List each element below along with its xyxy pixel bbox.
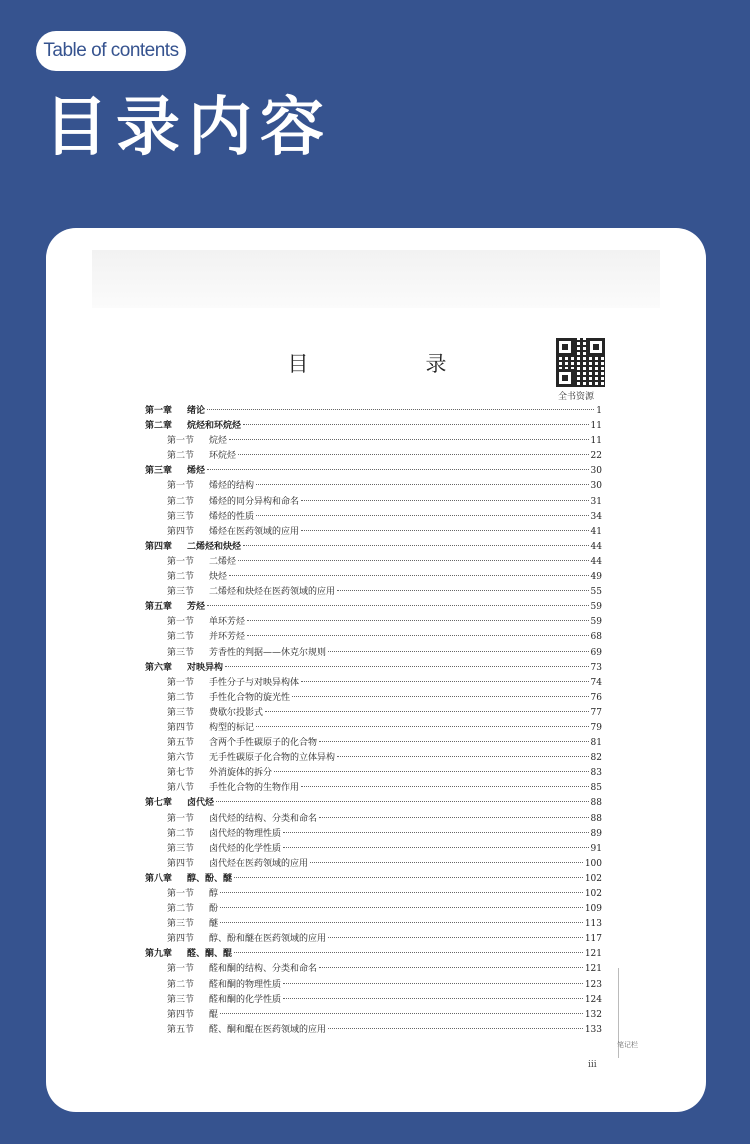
toc-leader-dots [292,696,589,697]
toc-heading: 目 录 [287,352,495,376]
toc-entry-number: 第四节 [167,1009,195,1020]
toc-entry-page: 30 [590,481,602,492]
toc-entry-number: 第二节 [167,692,195,703]
toc-entry-page: 1 [596,406,602,416]
toc-entry-title: 醛和酮的物理性质 [209,979,282,990]
toc-entry-number: 第二节 [167,451,195,462]
toc-entry-page: 69 [590,647,602,658]
toc-section-row [145,706,602,721]
toc-leader-dots [243,545,589,546]
toc-leader-dots [247,620,589,621]
toc-entry-page: 102 [584,873,602,884]
toc-chapter-row [145,404,602,419]
toc-entry-title: 卤代烃的结构、分类和命名 [209,813,318,824]
toc-entry-number: 第一节 [167,813,195,824]
toc-entry-page: 88 [590,813,602,824]
toc-leader-dots [337,590,589,591]
toc-entry-number: 第五节 [167,1024,195,1035]
toc-entry-number: 第八章 [145,873,173,884]
toc-entry-title: 卤代烃 [187,798,215,809]
toc-entry-title: 烷烃 [209,436,228,447]
toc-entry-page: 88 [590,798,602,809]
toc-chapter-row [145,600,602,615]
toc-entry-number: 第四节 [167,526,195,537]
toc-entry-number: 第二节 [167,496,195,507]
toc-section-row [145,781,602,796]
toc-leader-dots [220,922,583,923]
toc-entry-number: 第四章 [145,541,173,552]
toc-entry-number: 第二节 [167,572,195,583]
toc-entry-page: 49 [590,572,602,583]
toc-chapter-row [145,661,602,676]
toc-entry-page: 74 [590,677,602,688]
toc-entry-number: 第四节 [167,722,195,733]
toc-leader-dots [310,862,583,863]
toc-leader-dots [328,1028,583,1029]
toc-leader-dots [238,454,589,455]
toc-leader-dots [337,756,589,757]
toc-entry-number: 第五章 [145,602,173,613]
toc-entry-page: 59 [590,602,602,613]
toc-entry-number: 第三节 [167,843,195,854]
toc-section-row [145,676,602,691]
toc-entry-page: 133 [584,1024,602,1035]
toc-leader-dots [301,681,589,682]
toc-leader-dots [229,439,589,440]
toc-entry-title: 费歇尔投影式 [209,707,264,718]
toc-entry-page: 124 [584,994,602,1005]
toc-entry-page: 11 [590,421,602,432]
toc-section-row [145,1008,602,1023]
toc-section-row [145,449,602,464]
toc-entry-title: 构型的标记 [209,722,255,733]
toc-entry-page: 55 [590,587,602,598]
toc-entry-number: 第一节 [167,481,195,492]
toc-leader-dots [256,515,589,516]
toc-entry-number: 第一节 [167,556,195,567]
toc-leader-dots [283,983,583,984]
toc-entry-title: 烯烃 [187,466,206,477]
toc-entry-page: 11 [590,436,602,447]
toc-entry-title: 醚 [209,919,219,930]
toc-leader-dots [328,651,589,652]
toc-leader-dots [220,907,583,908]
toc-section-row [145,479,602,494]
toc-leader-dots [274,771,589,772]
toc-leader-dots [256,726,589,727]
toc-entry-title: 卤代烃的物理性质 [209,828,282,839]
toc-entry-page: 79 [590,722,602,733]
toc-leader-dots [319,967,583,968]
toc-leader-dots [234,952,583,953]
toc-entry-number: 第九章 [145,949,173,960]
toc-chapter-row [145,872,602,887]
toc-entry-number: 第一节 [167,964,195,975]
toc-entry-number: 第七节 [167,768,195,779]
toc-section-row [145,902,602,917]
toc-entry-number: 第一节 [167,889,195,899]
toc-entry-title: 手性化合物的生物作用 [209,783,300,794]
toc-leader-dots [243,424,589,425]
toc-entry-number: 第一节 [167,436,195,447]
toc-entry-number: 第四节 [167,934,195,945]
toc-entry-title: 并环芳烃 [209,632,246,643]
toc-entry-page: 121 [584,949,602,960]
toc-entry-number: 第二节 [167,979,195,990]
toc-leader-dots [229,575,589,576]
toc-section-row [145,993,602,1008]
toc-section-row [145,887,602,902]
toc-entry-number: 第四节 [167,858,195,869]
toc-entry-page: 113 [584,919,602,930]
toc-entry-page: 30 [590,466,602,477]
toc-leader-dots [283,832,589,833]
toc-section-row [145,1023,602,1038]
toc-entry-page: 100 [584,858,602,869]
toc-section-row [145,917,602,932]
toc-entry-title: 醇 [209,889,219,899]
toc-leader-dots [319,817,589,818]
toc-section-row [145,525,602,540]
toc-entry-page: 59 [590,617,602,628]
toc-entry-number: 第三节 [167,511,195,522]
toc-entry-number: 第二节 [167,828,195,839]
toc-entry-number: 第三节 [167,707,195,718]
toc-section-row [145,736,602,751]
toc-chapter-row [145,540,602,555]
toc-entry-title: 二烯烃和炔烃 [187,541,242,552]
table-of-contents-pill: Table of contents [36,31,186,71]
side-note-label: 笔记栏 [617,1041,638,1049]
toc-section-row [145,842,602,857]
toc-entry-page: 83 [590,768,602,779]
toc-section-row [145,751,602,766]
toc-entry-title: 醇、酚、醚 [187,873,233,884]
toc-section-row [145,766,602,781]
toc-chapter-row [145,947,602,962]
toc-entry-number: 第八节 [167,783,195,794]
toc-list [145,404,602,1038]
toc-entry-title: 烯烃的性质 [209,511,255,522]
toc-leader-dots [207,469,589,470]
toc-entry-title: 环烷烃 [209,451,237,462]
page-number: iii [588,1060,597,1070]
toc-entry-title: 炔烃 [209,572,228,583]
toc-entry-page: 34 [590,511,602,522]
toc-entry-page: 41 [590,526,602,537]
toc-section-row [145,827,602,842]
toc-entry-title: 卤代烃在医药领域的应用 [209,858,309,869]
toc-leader-dots [301,786,589,787]
toc-chapter-row [145,464,602,479]
toc-entry-page: 44 [590,556,602,567]
toc-leader-dots [283,998,583,999]
toc-entry-title: 醇、酚和醚在医药领域的应用 [209,934,327,945]
toc-leader-dots [283,847,589,848]
toc-entry-number: 第三章 [145,466,173,477]
toc-entry-page: 109 [584,904,602,915]
scan-shadow [92,250,660,308]
toc-entry-title: 醛和酮的化学性质 [209,994,282,1005]
toc-leader-dots [256,484,589,485]
toc-entry-title: 酚 [209,904,219,915]
toc-entry-number: 第三节 [167,647,195,658]
toc-entry-title: 烯烃的同分异构和命名 [209,496,300,507]
toc-entry-page: 132 [584,1009,602,1020]
toc-section-row [145,812,602,827]
toc-section-row [145,646,602,661]
toc-entry-title: 手性分子与对映异构体 [209,677,300,688]
toc-leader-dots [301,500,589,501]
toc-entry-number: 第一节 [167,617,195,628]
toc-entry-title: 含两个手性碳原子的化合物 [209,738,318,749]
toc-entry-title: 芳烃 [187,602,206,613]
toc-section-row [145,615,602,630]
toc-entry-number: 第七章 [145,798,173,809]
toc-chapter-row [145,796,602,811]
toc-entry-title: 无手性碳原子化合物的立体异构 [209,753,336,764]
toc-entry-page: 73 [590,662,602,673]
toc-entry-number: 第二节 [167,632,195,643]
toc-entry-page: 77 [590,707,602,718]
toc-entry-page: 82 [590,753,602,764]
toc-section-row [145,857,602,872]
toc-entry-page: 91 [590,843,602,854]
toc-entry-title: 外消旋体的拆分 [209,768,273,779]
toc-leader-dots [319,741,589,742]
toc-entry-number: 第三节 [167,587,195,598]
toc-section-row [145,570,602,585]
toc-leader-dots [238,560,589,561]
toc-entry-page: 81 [590,738,602,749]
toc-entry-number: 第五节 [167,738,195,749]
toc-entry-number: 第六节 [167,753,195,764]
page-title: 目录内容 [44,91,332,165]
toc-chapter-row [145,419,602,434]
toc-section-row [145,962,602,977]
toc-entry-page: 123 [584,979,602,990]
toc-section-row [145,721,602,736]
toc-entry-title: 烯烃在医药领域的应用 [209,526,300,537]
toc-section-row [145,978,602,993]
toc-entry-page: 85 [590,783,602,794]
toc-entry-page: 22 [590,451,602,462]
toc-entry-page: 89 [590,828,602,839]
toc-entry-title: 烷烃和环烷烃 [187,421,242,432]
toc-entry-title: 二烯烃和炔烃在医药领域的应用 [209,587,336,598]
toc-entry-title: 醛、酮和醌在医药领域的应用 [209,1024,327,1035]
toc-entry-title: 卤代烃的化学性质 [209,843,282,854]
toc-leader-dots [225,666,589,667]
toc-entry-page: 76 [590,692,602,703]
toc-entry-title: 烯烃的结构 [209,481,255,492]
toc-section-row [145,630,602,645]
toc-entry-title: 对映异构 [187,662,224,673]
toc-entry-number: 第六章 [145,662,173,673]
toc-entry-title: 醌 [209,1009,219,1020]
toc-leader-dots [220,892,583,893]
toc-entry-page: 44 [590,541,602,552]
toc-entry-title: 绪论 [187,406,206,416]
toc-entry-page: 121 [584,964,602,975]
toc-entry-page: 31 [590,496,602,507]
toc-section-row [145,434,602,449]
toc-section-row [145,932,602,947]
toc-leader-dots [234,877,583,878]
document-card [46,228,706,1112]
toc-leader-dots [301,530,589,531]
toc-entry-title: 醛、酮、醌 [187,949,233,960]
toc-entry-number: 第二节 [167,904,195,915]
toc-leader-dots [207,605,589,606]
toc-entry-number: 第二章 [145,421,173,432]
qr-caption: 全书资源 [558,392,595,402]
toc-leader-dots [247,635,589,636]
toc-section-row [145,691,602,706]
toc-entry-page: 117 [584,934,602,945]
toc-entry-number: 第一节 [167,677,195,688]
toc-entry-page: 102 [584,889,602,899]
toc-entry-page: 68 [590,632,602,643]
toc-entry-title: 芳香性的判据——休克尔规则 [209,647,327,658]
toc-leader-dots [216,801,589,802]
toc-leader-dots [207,409,594,410]
toc-entry-number: 第三节 [167,919,195,930]
toc-entry-title: 醛和酮的结构、分类和命名 [209,964,318,975]
toc-entry-number: 第三节 [167,994,195,1005]
qr-code-icon [556,338,605,387]
toc-leader-dots [328,937,583,938]
toc-section-row [145,495,602,510]
toc-section-row [145,555,602,570]
toc-leader-dots [220,1013,583,1014]
side-note-mark [618,968,641,1058]
toc-entry-title: 手性化合物的旋光性 [209,692,291,703]
toc-leader-dots [265,711,589,712]
toc-section-row [145,510,602,525]
toc-entry-number: 第一章 [145,406,173,416]
toc-entry-title: 二烯烃 [209,556,237,567]
toc-section-row [145,585,602,600]
toc-entry-title: 单环芳烃 [209,617,246,628]
